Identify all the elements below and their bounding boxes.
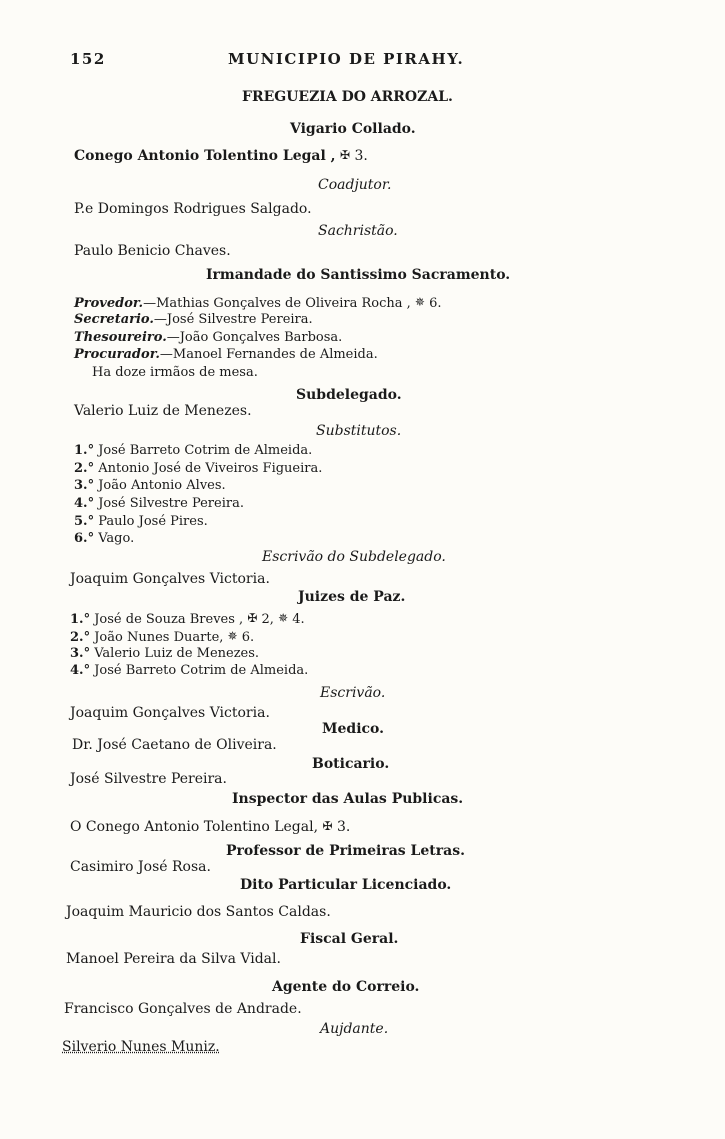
- irmandade-note: Ha doze irmãos de mesa.: [92, 365, 258, 380]
- substituto-item: [74, 460, 322, 478]
- coadjutor-heading: Coadjutor.: [318, 177, 392, 193]
- juiz-name: João Nunes Duarte,: [94, 630, 224, 645]
- order-rose-icon: ✵: [414, 295, 425, 309]
- juiz-name: José de Souza Breves ,: [94, 612, 244, 627]
- juiz-ord: 3.°: [70, 646, 91, 661]
- substitutos-heading: Substitutos.: [316, 423, 402, 439]
- inspector-heading: Inspector das Aulas Publicas.: [232, 791, 464, 807]
- irmandade-heading: Irmandade do Santissimo Sacramento.: [206, 267, 511, 283]
- procurador-line: [74, 346, 378, 364]
- provedor-grade: 6.: [429, 296, 442, 311]
- juiz-grade: 6.: [241, 630, 255, 645]
- professor-name: Casimiro José Rosa.: [70, 859, 211, 875]
- substituto-name: Paulo José Pires.: [98, 514, 208, 529]
- agente-heading: Agente do Correio.: [272, 979, 420, 995]
- substituto-ord: 1.°: [74, 443, 95, 458]
- secretario-line: [74, 311, 313, 329]
- agente-name: Francisco Gonçalves de Andrade.: [64, 1001, 302, 1017]
- inspector-name: O Conego Antonio Tolentino Legal,: [70, 819, 319, 835]
- substituto-name: Vago.: [98, 531, 135, 546]
- inspector-grade: 3.: [337, 819, 351, 835]
- juiz-ord: 4.°: [70, 663, 91, 678]
- running-header: MUNICIPIO DE PIRAHY.: [228, 50, 465, 68]
- substituto-item: [74, 513, 208, 531]
- juiz-item: [70, 609, 305, 629]
- substituto-item: [74, 442, 312, 460]
- juiz-ord: 2.°: [70, 630, 91, 645]
- vigario-grade: 3.: [354, 148, 368, 164]
- vigario-heading: Vigario Collado.: [290, 121, 416, 137]
- procurador-label: Procurador.: [74, 347, 160, 362]
- subdelegado-heading: Subdelegado.: [296, 387, 402, 403]
- order-cross-icon: ✠: [322, 819, 333, 833]
- juiz-name: José Barreto Cotrim de Almeida.: [94, 663, 309, 678]
- coadjutor-name: P.e Domingos Rodrigues Salgado.: [74, 201, 312, 217]
- dito-heading: Dito Particular Licenciado.: [240, 877, 452, 893]
- juiz-item: [70, 645, 259, 663]
- medico-heading: Medico.: [322, 721, 385, 737]
- substituto-name: João Antonio Alves.: [98, 478, 226, 493]
- juiz-item: [70, 627, 254, 647]
- professor-heading: Professor de Primeiras Letras.: [226, 843, 465, 859]
- substituto-ord: 3.°: [74, 478, 95, 493]
- ajudante-heading: Aujdante.: [320, 1021, 389, 1037]
- juiz-name: Valerio Luiz de Menezes.: [94, 646, 260, 661]
- thesoureiro-label: Thesoureiro.: [74, 330, 167, 345]
- juiz-grade: 4.: [292, 612, 305, 627]
- substituto-item: [74, 495, 244, 513]
- substituto-item: [74, 530, 134, 548]
- provedor-label: Provedor.: [74, 296, 144, 311]
- vigario-entry: [74, 146, 368, 165]
- dito-name: Joaquim Mauricio dos Santos Caldas.: [66, 904, 331, 920]
- subdelegado-name: Valerio Luiz de Menezes.: [74, 403, 252, 419]
- juiz-ord: 1.°: [70, 612, 91, 627]
- substituto-ord: 5.°: [74, 514, 95, 529]
- sachristao-name: Paulo Benicio Chaves.: [74, 243, 231, 259]
- order-cross-icon: ✠: [339, 148, 351, 162]
- boticario-heading: Boticario.: [312, 756, 390, 772]
- fiscal-heading: Fiscal Geral.: [300, 931, 399, 947]
- substituto-ord: 2.°: [74, 461, 95, 476]
- escrivao-heading: Escrivão.: [320, 685, 386, 701]
- thesoureiro-line: [74, 329, 342, 347]
- page-number: 152: [70, 50, 106, 68]
- provedor-name: —Mathias Gonçalves de Oliveira Rocha ,: [143, 296, 411, 311]
- substituto-name: José Silvestre Pereira.: [98, 496, 244, 511]
- secretario-label: Secretario.: [74, 312, 154, 327]
- juiz-item: [70, 662, 308, 680]
- procurador-name: —Manoel Fernandes de Almeida.: [159, 347, 378, 362]
- provedor-line: [74, 293, 442, 313]
- substituto-ord: 4.°: [74, 496, 95, 511]
- juizes-heading: Juizes de Paz.: [298, 589, 406, 605]
- ajudante-name: Silverio Nunes Muniz.: [62, 1039, 220, 1055]
- boticario-name: José Silvestre Pereira.: [70, 771, 227, 787]
- fiscal-name: Manoel Pereira da Silva Vidal.: [66, 951, 281, 967]
- escrivao-subdelegado-heading: Escrivão do Subdelegado.: [262, 549, 446, 565]
- sachristao-heading: Sachristão.: [318, 223, 398, 239]
- parish-title: FREGUEZIA DO ARROZAL.: [242, 89, 453, 105]
- order-rose-icon: ✵: [227, 629, 238, 643]
- order-rose-icon: ✵: [278, 611, 289, 625]
- secretario-name: —José Silvestre Pereira.: [153, 312, 313, 327]
- substituto-name: José Barreto Cotrim de Almeida.: [98, 443, 313, 458]
- substituto-ord: 6.°: [74, 531, 95, 546]
- medico-name: Dr. José Caetano de Oliveira.: [72, 737, 277, 753]
- substituto-item: [74, 477, 226, 495]
- inspector-entry: [70, 817, 350, 836]
- escrivao-subdelegado-name: Joaquim Gonçalves Victoria.: [70, 571, 270, 587]
- juiz-grade: 2,: [261, 612, 274, 627]
- substituto-name: Antonio José de Viveiros Figueira.: [98, 461, 323, 476]
- escrivao-name: Joaquim Gonçalves Victoria.: [70, 705, 270, 721]
- vigario-name: Conego Antonio Tolentino Legal ,: [74, 148, 336, 164]
- order-cross-icon: ✠: [247, 611, 258, 625]
- thesoureiro-name: —João Gonçalves Barbosa.: [166, 330, 343, 345]
